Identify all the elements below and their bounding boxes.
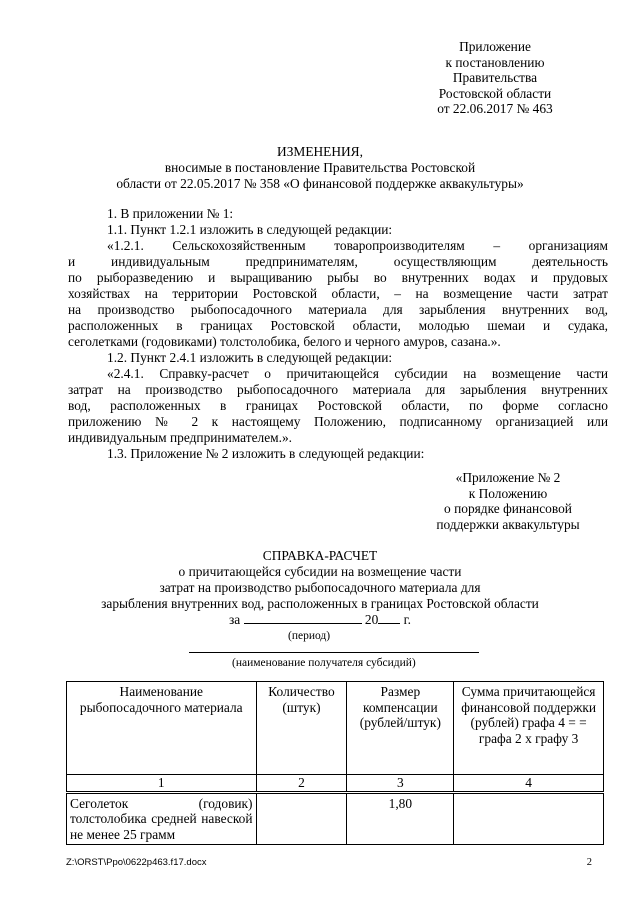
spravka-line-1: о причитающейся субсидии на возмещение части <box>178 564 462 579</box>
period-blank <box>244 611 362 624</box>
appendix-line: Правительства <box>452 70 538 85</box>
text-line: по рыборазведению и выращиванию рыбы во внутренних водах и прудовых <box>68 270 608 285</box>
material-name-cell: Сеголеток (годовик) толстолобика средней навеской не менее 25 грамм <box>67 792 257 845</box>
appendix2-line: «Приложение № 2 <box>455 470 561 485</box>
file-path: Z:\ORST\Ppo\0622p463.f17.docx <box>66 857 207 868</box>
header-cell: Количество (штук) <box>256 682 347 775</box>
appendix2-header <box>418 470 598 532</box>
table-row <box>67 792 604 845</box>
appendix2-line: о порядке финансовой <box>444 501 572 516</box>
changes-subtitle-2: области от 22.05.2017 № 358 «О финансовой поддержке аквакультуры» <box>116 176 524 191</box>
appendix-line: к постановлению <box>445 54 545 70</box>
table-header-row <box>67 682 604 775</box>
appendix-line: Ростовской области <box>438 85 552 101</box>
appendix-line: от 22.06.2017 № 463 <box>437 101 553 116</box>
paragraph-1-2: 1.2. Пункт 2.4.1 изложить в следующей редакции: <box>107 350 393 365</box>
period-year-suffix: г. <box>403 612 412 627</box>
period-year: 20 <box>364 612 379 627</box>
number-cell: 3 <box>347 775 454 793</box>
text-line: индивидуальным предпринимателем.». <box>68 430 293 445</box>
sum-cell <box>454 792 604 845</box>
text-line: хозяйствах на территории Ростовской области, – на возмещение части затрат <box>68 286 608 301</box>
text-line: расположенных в границах Ростовской области, молодью шемаи и судака, <box>68 318 608 333</box>
recipient-label: (наименование получателя субсидий) <box>232 657 416 669</box>
paragraph-1-1: 1.1. Пункт 1.2.1 изложить в следующей редакции: <box>107 222 393 237</box>
text-line: сеголетками (годовиками) толстолобика, белого и черного амуров, сазана.». <box>68 334 501 349</box>
number-cell: 4 <box>454 775 604 793</box>
paragraph-1-3: 1.3. Приложение № 2 изложить в следующей редакции: <box>107 446 425 461</box>
period-label: (период) <box>288 630 331 642</box>
changes-subtitle-1: вносимые в постановление Правительства Ростовской <box>164 160 476 175</box>
header-cell: Размер компенсации (рублей/штук) <box>347 682 454 775</box>
paragraph-2-4-1 <box>68 366 608 446</box>
text-line: «2.4.1. Справку-расчет о причитающейся субсидии на возмещение части <box>107 366 608 381</box>
appendix-header <box>420 39 570 117</box>
qty-cell <box>256 792 347 845</box>
year-blank <box>378 611 400 624</box>
text-line: затрат на производство рыбопосадочного материала для зарыбления внутренних <box>68 382 608 397</box>
appendix2-line: к Положению <box>468 485 548 501</box>
appendix-line: Приложение <box>459 39 531 54</box>
paragraph-1-2-1 <box>68 238 608 350</box>
changes-heading: ИЗМЕНЕНИЯ, <box>277 144 363 159</box>
header-cell: Сумма причитающейся финансовой поддержки (рублей) графа 4 = = графа 2 х графу 3 <box>454 682 604 775</box>
text-line: приложению № 2 к настоящему Положению, подписанному организацией или <box>68 414 608 429</box>
paragraph-1: 1. В приложении № 1: <box>107 206 234 221</box>
period-za: за <box>228 612 241 627</box>
text-line: «1.2.1. Сельскохозяйственным товаропроизводителям – организациям <box>107 238 608 253</box>
spravka-line-2: затрат на производство рыбопосадочного материала для <box>159 580 481 595</box>
page-number: 2 <box>586 857 592 868</box>
recipient-blank <box>189 652 479 653</box>
number-cell: 1 <box>67 775 257 793</box>
table-number-row <box>67 775 604 793</box>
text-line: и индивидуальным предпринимателям, осуществляющим деятельность <box>68 254 608 269</box>
spravka-heading: СПРАВКА-РАСЧЕТ <box>262 548 378 563</box>
appendix2-line: поддержки аквакультуры <box>436 516 580 532</box>
number-cell: 2 <box>256 775 347 793</box>
period-row <box>60 611 580 628</box>
text-line: на производство рыбопосадочного материала для зарыбления внутренних вод, <box>68 302 608 317</box>
rate-cell: 1,80 <box>347 792 454 845</box>
header-cell: Наименование рыбопосадочного материала <box>67 682 257 775</box>
calc-table <box>66 681 604 845</box>
text-line: вод, расположенных в границах Ростовской области, по форме согласно <box>68 398 608 413</box>
spravka-line-3: зарыбления внутренних вод, расположенных в границах Ростовской области <box>101 596 539 611</box>
